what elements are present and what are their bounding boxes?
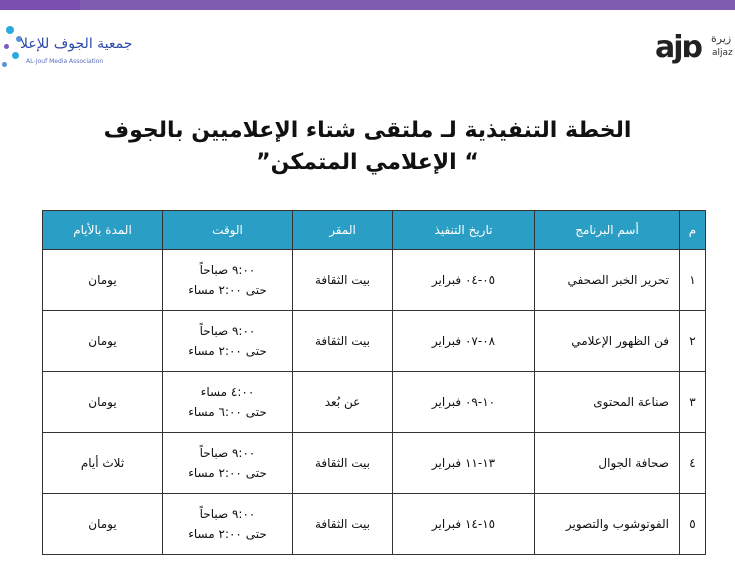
- cell-time: [163, 250, 293, 311]
- cell-date: ٠٨-٠٧ فبراير: [393, 311, 535, 372]
- page-subtitle: “ الإعلامي المتمكن”: [256, 150, 479, 175]
- cell-date: ١٥-١٤ فبراير: [393, 494, 535, 555]
- time-end: حتى ٢:٠٠ مساء: [188, 527, 267, 541]
- cell-program: صحافة الجوال: [535, 433, 680, 494]
- cell-venue: بيت الثقافة: [293, 250, 393, 311]
- table-row: [43, 250, 706, 311]
- cell-time: [163, 433, 293, 494]
- header-venue: المقر: [293, 211, 393, 250]
- header-time: الوقت: [163, 211, 293, 250]
- cell-date: ١٣-١١ فبراير: [393, 433, 535, 494]
- cell-num: ١: [680, 250, 706, 311]
- cell-program: فن الظهور الإعلامي: [535, 311, 680, 372]
- table-header-row: [43, 211, 706, 250]
- top-color-bar: [0, 0, 735, 10]
- cell-venue: عن بُعد: [293, 372, 393, 433]
- association-name-en: AL-Jouf Media Association: [26, 58, 104, 65]
- schedule-table: [42, 210, 706, 555]
- cell-duration: يومان: [43, 250, 163, 311]
- cell-duration: يومان: [43, 311, 163, 372]
- header-date: تاريخ التنفيذ: [393, 211, 535, 250]
- table-row: [43, 311, 706, 372]
- time-end: حتى ٦:٠٠ مساء: [188, 405, 267, 419]
- cell-duration: ثلاث أيام: [43, 433, 163, 494]
- time-end: حتى ٢:٠٠ مساء: [188, 344, 267, 358]
- cell-program: صناعة المحتوى: [535, 372, 680, 433]
- cell-venue: بيت الثقافة: [293, 494, 393, 555]
- time-start: ٩:٠٠ صباحاً: [199, 446, 256, 460]
- header-program: أسم البرنامج: [535, 211, 680, 250]
- time-start: ٩:٠٠ صباحاً: [199, 507, 256, 521]
- cell-num: ٣: [680, 372, 706, 433]
- table-row: [43, 433, 706, 494]
- cell-time: [163, 372, 293, 433]
- cell-time: [163, 494, 293, 555]
- page-title: الخطة التنفيذية لـ ملتقى شتاء الإعلاميين بالجوف: [103, 118, 632, 143]
- cell-duration: يومان: [43, 372, 163, 433]
- time-end: حتى ٢:٠٠ مساء: [188, 283, 267, 297]
- cell-num: ٤: [680, 433, 706, 494]
- cell-venue: بيت الثقافة: [293, 311, 393, 372]
- aljazeera-mark-icon: ajɒ: [655, 30, 702, 65]
- cell-program: تحرير الخبر الصحفي: [535, 250, 680, 311]
- aljazeera-name-ar: زيرة: [711, 32, 732, 45]
- header-num: م: [680, 211, 706, 250]
- cell-time: [163, 311, 293, 372]
- cell-num: ٢: [680, 311, 706, 372]
- association-logo: [0, 22, 150, 82]
- time-start: ٩:٠٠ صباحاً: [199, 263, 256, 277]
- cell-date: ١٠-٠٩ فبراير: [393, 372, 535, 433]
- header-duration: المدة بالأيام: [43, 211, 163, 250]
- association-name-ar: جمعية الجوف للإعلا: [20, 36, 133, 52]
- time-end: حتى ٢:٠٠ مساء: [188, 466, 267, 480]
- cell-program: الفوتوشوب والتصوير: [535, 494, 680, 555]
- table-row: [43, 372, 706, 433]
- cell-duration: يومان: [43, 494, 163, 555]
- aljazeera-logo: [655, 22, 735, 72]
- table-row: [43, 494, 706, 555]
- cell-date: ٠٥-٠٤ فبراير: [393, 250, 535, 311]
- time-start: ٤:٠٠ مساء: [200, 385, 255, 399]
- cell-venue: بيت الثقافة: [293, 433, 393, 494]
- aljazeera-name-en: aljaz: [712, 48, 733, 58]
- time-start: ٩:٠٠ صباحاً: [199, 324, 256, 338]
- cell-num: ٥: [680, 494, 706, 555]
